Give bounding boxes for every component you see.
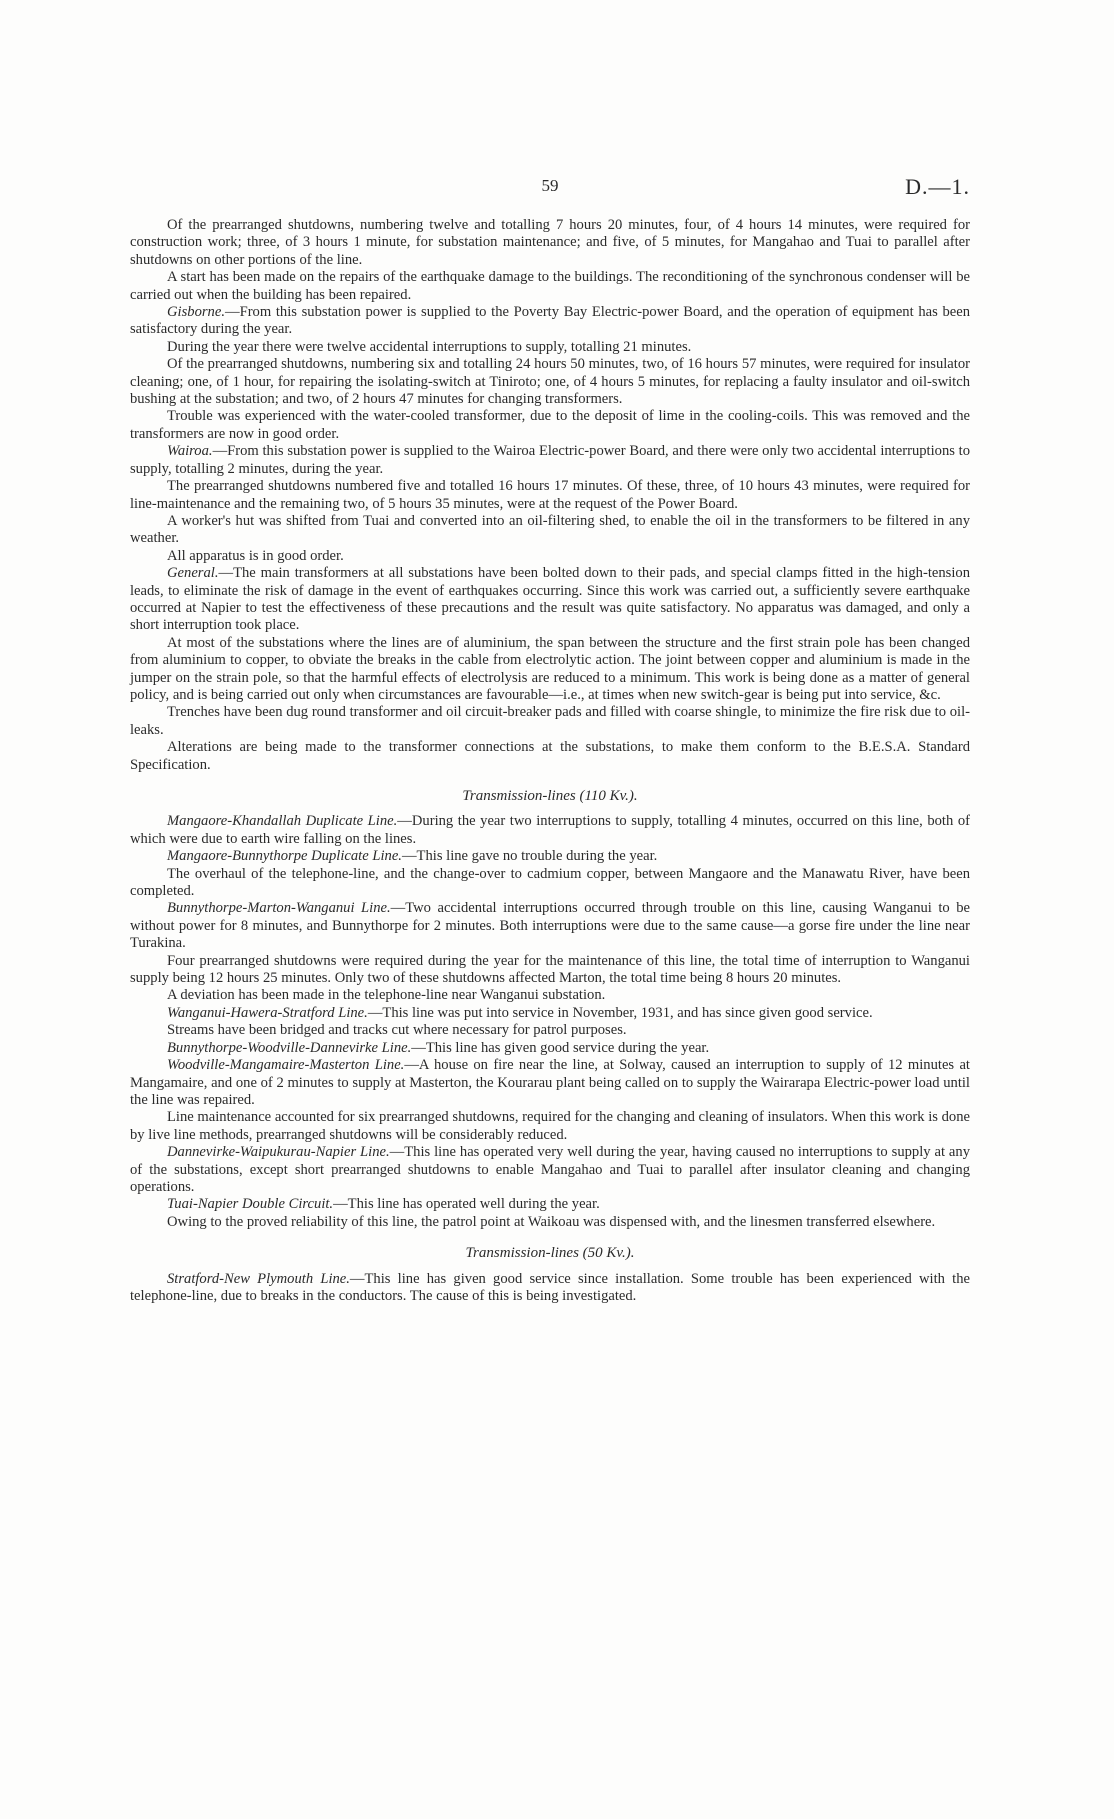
paragraph (130, 356, 970, 408)
paragraph-text: —This line has given good service during the year. (411, 1039, 710, 1056)
paragraph-text: —Two accidental interruptions occurred through trouble on this line, causing Wanganui to be without power for 8 minutes, and Bunnythorpe for 2 minutes. Both interruptions were due to the same cause—a gorse fire under the line near Turakina. (130, 900, 970, 952)
paragraph (130, 635, 970, 705)
paragraph-lead: Dannevirke-Waipukurau-Napier Line. (167, 1144, 390, 1161)
paragraph (130, 1144, 970, 1196)
paragraph-lead: Wanganui-Hawera-Stratford Line. (167, 1004, 368, 1021)
paragraph-lead: Wairoa. (167, 443, 213, 460)
paragraph-text: Owing to the proved reliability of this line, the patrol point at Waikoau was dispensed with, and the linesmen transferred elsewhere. (167, 1213, 936, 1230)
paragraph-text: —From this substation power is supplied to the Wairoa Electric-power Board, and there were only two accidental interruptions to supply, totalling 2 minutes, during the year. (130, 443, 970, 477)
transmission-110kv-section (130, 813, 970, 1231)
paragraph-lead: Woodville-Mangamaire-Masterton Line. (167, 1057, 405, 1074)
paragraph (130, 217, 970, 269)
section-heading-110kv: Transmission-lines (110 Kv.). (462, 788, 638, 804)
paragraph-text: The overhaul of the telephone-line, and the change-over to cadmium copper, between Mangaore and the Manawatu River, have been completed. (130, 865, 970, 900)
paragraph-text: The prearranged shutdowns numbered five and totalled 16 hours 17 minutes. Of these, three, of 10 hours 43 minutes, were required for line-maintenance and the remaining two, of 5 hours 35 minutes, were at the request of the Power Board. (130, 478, 970, 512)
paragraph-lead: Bunnythorpe-Woodville-Dannevirke Line. (167, 1039, 412, 1056)
paragraph (130, 304, 970, 339)
paragraph-lead: Mangaore-Khandallah Duplicate Line. (167, 813, 398, 830)
page-header (130, 176, 970, 206)
paragraph-text: —This line was put into service in November, 1931, and has since given good service. (367, 1004, 873, 1021)
paragraph-text: Of the prearranged shutdowns, numbering six and totalling 24 hours 50 minutes, two, of 16 hours 57 minutes, were required for insulator cleaning; one, of 1 hour, for repairing the isolating-switch at Tiniroto; one, of 4 hours 5 minutes, for replacing a faulty insulator and oil-switch bushing at the substation; and two, of 2 hours 47 minutes for changing transformers. (130, 356, 970, 408)
paragraph-text: Of the prearranged shutdowns, numbering twelve and totalling 7 hours 20 minutes, four, of 4 hours 14 minutes, were required for construction work; three, of 3 hours 1 minute, for substation maintenance; and five, of 5 minutes, for Mangahao and Tuai to parallel after shutdowns on other portions of the line. (130, 217, 970, 268)
paragraph-text: A deviation has been made in the telephone-line near Wanganui substation. (167, 987, 606, 1004)
paragraph (130, 408, 970, 443)
paragraph (130, 478, 970, 513)
paragraph-text: Line maintenance accounted for six prearranged shutdowns, required for the changing and cleaning of insulators. When this work is done by live line methods, prearranged shutdowns will be considerably reduced. (130, 1109, 970, 1143)
paragraph (130, 1040, 970, 1057)
paragraph-lead: Bunnythorpe-Marton-Wanganui Line. (167, 900, 391, 917)
paragraph-text: Streams have been bridged and tracks cut where necessary for patrol purposes. (167, 1022, 627, 1039)
transmission-50kv-section (130, 1271, 970, 1306)
paragraph (130, 848, 970, 865)
paragraph-text: —From this substation power is supplied to the Poverty Bay Electric-power Board, and the operation of equipment has been satisfactory during the year. (130, 304, 970, 338)
paragraph (130, 739, 970, 774)
paragraph-lead: Gisborne. (167, 304, 225, 321)
paragraph-text: —A house on fire near the line, at Solway, caused an interruption to supply of 12 minutes at Mangamaire, and one of 2 minutes to supply at Masterton, the Kourarau plant being called on to supply the Wairarapa Electric-power load until the line was repaired. (130, 1057, 970, 1108)
page-number: 59 (541, 176, 559, 195)
paragraph-text: —This line has given good service since installation. Some trouble has been experienced with the telephone-line, due to breaks in the conductors. The cause of this is being investigated. (130, 1270, 971, 1304)
paragraph-text: At most of the substations where the lines are of aluminium, the span between the structure and the first strain pole has been changed from aluminium to copper, to obviate the breaks in the cable from electrolytic action. The joint between copper and aluminium is made in the jumper on the strain pole, so that the harmful effects of electrolysis are reduced to a minimum. This work is being done as a matter of general policy, and is being carried out only when circumstances are favourable—i.e., at times when new switch-gear is being put into service, &c. (130, 634, 970, 703)
paragraph-text: All apparatus is in good order. (167, 547, 344, 564)
paragraph-text: Trouble was experienced with the water-cooled transformer, due to the deposit of lime in the cooling-coils. This was removed and the transformers are now in good order. (130, 408, 970, 442)
paragraph-lead: Stratford-New Plymouth Line. (167, 1270, 350, 1287)
paragraph-text: Alterations are being made to the transformer connections at the substations, to make them conform to the B.E.S.A. Standard Specification. (130, 739, 970, 773)
paragraph (130, 1214, 970, 1231)
paragraph (130, 813, 970, 848)
paragraph-text: A worker's hut was shifted from Tuai and converted into an oil-filtering shed, to enable the oil in the transformers to be filtered in any weather. (130, 512, 970, 547)
paragraph (130, 1022, 970, 1039)
paragraph (130, 1005, 970, 1022)
paragraph (130, 269, 970, 304)
paragraph-text: —The main transformers at all substations have been bolted down to their pads, and special clamps fitted in the high-tension leads, to eliminate the risk of damage in the event of earthquakes occurring. Since this work was carried out, a sufficiently severe earthquake occurred at Napier to test the effectiveness of these precautions and the result was quite satisfactory. No apparatus was damaged, and only a short interruption took place. (130, 565, 970, 634)
paragraph (130, 513, 970, 548)
substations-section (130, 217, 970, 774)
paragraph (130, 1271, 970, 1306)
paragraph-text: Four prearranged shutdowns were required during the year for the maintenance of this line, the total time of interruption to Wanganui supply being 12 hours 25 minutes. Only two of these shutdowns affected Marton, the total time being 8 hours 20 minutes. (130, 952, 970, 987)
paragraph (130, 339, 970, 356)
paragraph-lead: Mangaore-Bunnythorpe Duplicate Line. (167, 848, 402, 865)
paragraph (130, 1109, 970, 1144)
paragraph (130, 443, 970, 478)
paragraph (130, 866, 970, 901)
paragraph-text: —This line has operated well during the year. (333, 1196, 600, 1213)
paragraph-text: A start has been made on the repairs of the earthquake damage to the buildings. The reconditioning of the synchronous condenser will be carried out when the building has been repaired. (130, 269, 970, 303)
document-body (130, 217, 970, 1305)
paragraph-lead: General. (167, 565, 219, 582)
section-heading-50kv: Transmission-lines (50 Kv.). (465, 1245, 635, 1262)
paragraph-text: —This line has operated very well during the year, having caused no interruptions to supply at any of the substations, except short prearranged shutdowns to enable Mangahao and Tuai to parallel after insulator cleaning and changing operations. (130, 1144, 970, 1195)
paragraph (130, 565, 970, 635)
paragraph (130, 704, 970, 739)
paragraph (130, 548, 970, 565)
paragraph (130, 1057, 970, 1109)
paragraph-lead: Tuai-Napier Double Circuit. (167, 1196, 334, 1213)
paragraph (130, 900, 970, 952)
paragraph-text: —During the year two interruptions to supply, totalling 4 minutes, occurred on this line, both of which were due to earth wire falling on the lines. (130, 813, 970, 847)
paragraph (130, 1196, 970, 1213)
document-code: D.—1. (905, 174, 970, 199)
paragraph-text: During the year there were twelve accidental interruptions to supply, totalling 21 minutes. (167, 338, 692, 355)
paragraph (130, 953, 970, 988)
paragraph-text: —This line gave no trouble during the year. (401, 848, 658, 865)
paragraph-text: Trenches have been dug round transformer and oil circuit-breaker pads and filled with coarse shingle, to minimize the fire risk due to oil-leaks. (130, 704, 970, 738)
paragraph (130, 987, 970, 1004)
